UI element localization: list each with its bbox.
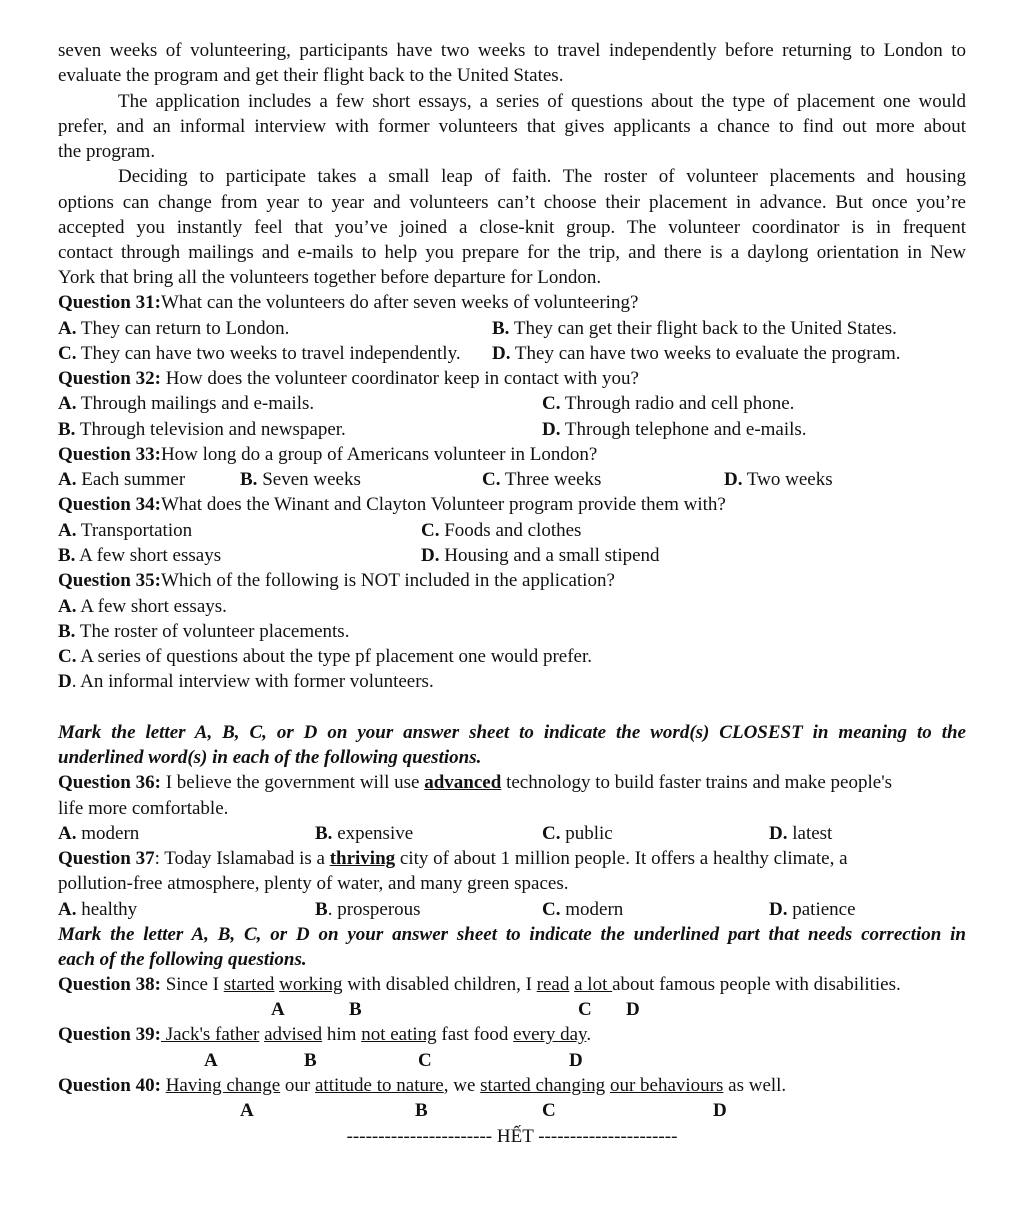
part-letter: C [542, 1100, 556, 1121]
part-letter: A [271, 999, 285, 1020]
passage-line: accepted you instantly feel that you’ve joined a close-knit group. The volunteer coordinator is in frequent [58, 217, 966, 238]
part-letter: D [713, 1100, 727, 1121]
underlined-part-d[interactable]: our behaviours [609, 1075, 724, 1096]
part-letter: B [349, 999, 362, 1020]
passage-line: York that bring all the volunteers together before departure for London. [58, 267, 602, 288]
section-instruction: underlined word(s) in each of the following questions. [58, 747, 482, 768]
option-a[interactable]: A. healthy [58, 899, 138, 920]
question-39: Question 39: Jack's father advised him not eating fast food every day. [58, 1024, 592, 1045]
part-letter: D [569, 1050, 583, 1071]
underlined-part-b[interactable]: attitude to nature [315, 1075, 444, 1096]
underlined-part-c[interactable]: read [536, 974, 570, 995]
underlined-part-d[interactable]: every day [513, 1024, 587, 1045]
question-label: Question 36: [58, 772, 161, 793]
part-letter: C [418, 1050, 432, 1071]
option-b[interactable]: B. A few short essays [58, 545, 222, 566]
option-d[interactable]: D. They can have two weeks to evaluate the program. [492, 343, 901, 364]
question-31 [58, 290, 638, 315]
question-35 [58, 568, 615, 593]
section-instruction: Mark the letter A, B, C, or D on your answer sheet to indicate the underlined part that needs correction in [58, 924, 966, 945]
underlined-part-d[interactable]: a lot [574, 974, 613, 995]
option-d[interactable]: D. Two weeks [724, 469, 833, 490]
option-c[interactable]: C. Foods and clothes [421, 520, 582, 541]
question-text: life more comfortable. [58, 798, 229, 819]
part-letter: A [240, 1100, 254, 1121]
option-b[interactable]: B. Through television and newspaper. [58, 419, 346, 440]
option-a[interactable]: A. Through mailings and e-mails. [58, 393, 315, 414]
underlined-part-b[interactable]: advised [264, 1024, 323, 1045]
option-d[interactable]: D. patience [769, 899, 856, 920]
option-c[interactable]: C. public [542, 823, 613, 844]
option-c[interactable]: C. modern [542, 899, 624, 920]
option-a[interactable]: A. A few short essays. [58, 596, 227, 617]
underlined-word: thriving [329, 848, 396, 869]
question-32 [58, 366, 639, 391]
underlined-part-c[interactable]: not eating [361, 1024, 437, 1045]
question-36: Question 36: I believe the government will use advanced technology to build faster trains and make people's [58, 772, 893, 793]
option-d[interactable]: D. Through telephone and e-mails. [542, 419, 807, 440]
section-instruction: Mark the letter A, B, C, or D on your answer sheet to indicate the word(s) CLOSEST in meaning to the [58, 722, 966, 743]
passage-line: contact through mailings and e-mails to help you prepare for the trip, and there is a daylong orientation in New [58, 242, 966, 263]
question-label: Question 33: [58, 444, 161, 465]
option-c[interactable]: C. Three weeks [482, 469, 602, 490]
option-b[interactable]: B. They can get their flight back to the United States. [492, 318, 897, 339]
question-text: pollution-free atmosphere, plenty of water, and many green spaces. [58, 873, 569, 894]
part-letter: D [626, 999, 640, 1020]
passage-line: The application includes a few short essays, a series of questions about the type of placement one would [118, 91, 966, 112]
question-label: Question 37 [58, 848, 155, 869]
question-label: Question 40: [58, 1075, 161, 1096]
option-d[interactable]: D. Housing and a small stipend [421, 545, 660, 566]
option-a[interactable]: A. Each summer [58, 469, 186, 490]
question-text: How does the volunteer coordinator keep in contact with you? [165, 368, 639, 389]
question-label: Question 31: [58, 292, 161, 313]
section-instruction: each of the following questions. [58, 949, 307, 970]
option-a[interactable]: A. Transportation [58, 520, 193, 541]
question-37: Question 37: Today Islamabad is a thriving city of about 1 million people. It offers a healthy climate, a [58, 848, 848, 869]
question-label: Question 38: [58, 974, 161, 995]
passage-line: seven weeks of volunteering, participants have two weeks to travel independently before returning to London to [58, 40, 966, 61]
question-label: Question 34: [58, 494, 161, 515]
underlined-part-a[interactable]: started [223, 974, 275, 995]
question-text: What can the volunteers do after seven weeks of volunteering? [160, 292, 639, 313]
passage-line: prefer, and an informal interview with former volunteers that gives applicants a chance to find out more about [58, 116, 966, 137]
question-label: Question 39: [58, 1024, 161, 1045]
question-38: Question 38: Since I started working with disabled children, I read a lot about famous people with disabilities. [58, 974, 901, 995]
question-33 [58, 442, 597, 467]
end-marker: ----------------------- HẾT ---------------------- [346, 1126, 678, 1147]
question-text: Which of the following is NOT included in the application? [160, 570, 615, 591]
question-40: Question 40: Having change our attitude to nature, we started changing our behaviours as well. [58, 1075, 787, 1096]
option-a[interactable]: A. modern [58, 823, 140, 844]
option-b[interactable]: B. The roster of volunteer placements. [58, 621, 350, 642]
option-d[interactable]: D. An informal interview with former volunteers. [58, 671, 434, 692]
option-c[interactable]: C. Through radio and cell phone. [542, 393, 795, 414]
option-a[interactable]: A. They can return to London. [58, 318, 290, 339]
option-b[interactable]: B. prosperous [315, 899, 421, 920]
option-d[interactable]: D. latest [769, 823, 833, 844]
part-letter: B [304, 1050, 317, 1071]
underlined-part-c[interactable]: started changing [480, 1075, 606, 1096]
passage-line: the program. [58, 141, 156, 162]
passage-line: options can change from year to year and volunteers can’t choose their placement in advance. But once you’re [58, 192, 966, 213]
underlined-word: advanced [424, 772, 502, 793]
option-c[interactable]: C. They can have two weeks to travel independently. [58, 343, 461, 364]
option-b[interactable]: B. expensive [315, 823, 414, 844]
underlined-part-b[interactable]: working [279, 974, 343, 995]
option-c[interactable]: C. A series of questions about the type pf placement one would prefer. [58, 646, 592, 667]
passage-line: Deciding to participate takes a small leap of faith. The roster of volunteer placements and housing [118, 166, 966, 187]
question-34 [58, 492, 726, 517]
underlined-part-a[interactable]: Jack's father [160, 1024, 260, 1045]
question-text: How long do a group of Americans volunteer in London? [160, 444, 598, 465]
option-b[interactable]: B. Seven weeks [240, 469, 361, 490]
passage-line: evaluate the program and get their flight back to the United States. [58, 65, 564, 86]
part-letter: B [415, 1100, 428, 1121]
part-letter: C [578, 999, 592, 1020]
underlined-part-a[interactable]: Having change [165, 1075, 281, 1096]
question-text: What does the Winant and Clayton Volunteer program provide them with? [160, 494, 726, 515]
question-label: Question 32: [58, 368, 161, 389]
question-label: Question 35: [58, 570, 161, 591]
part-letter: A [204, 1050, 218, 1071]
